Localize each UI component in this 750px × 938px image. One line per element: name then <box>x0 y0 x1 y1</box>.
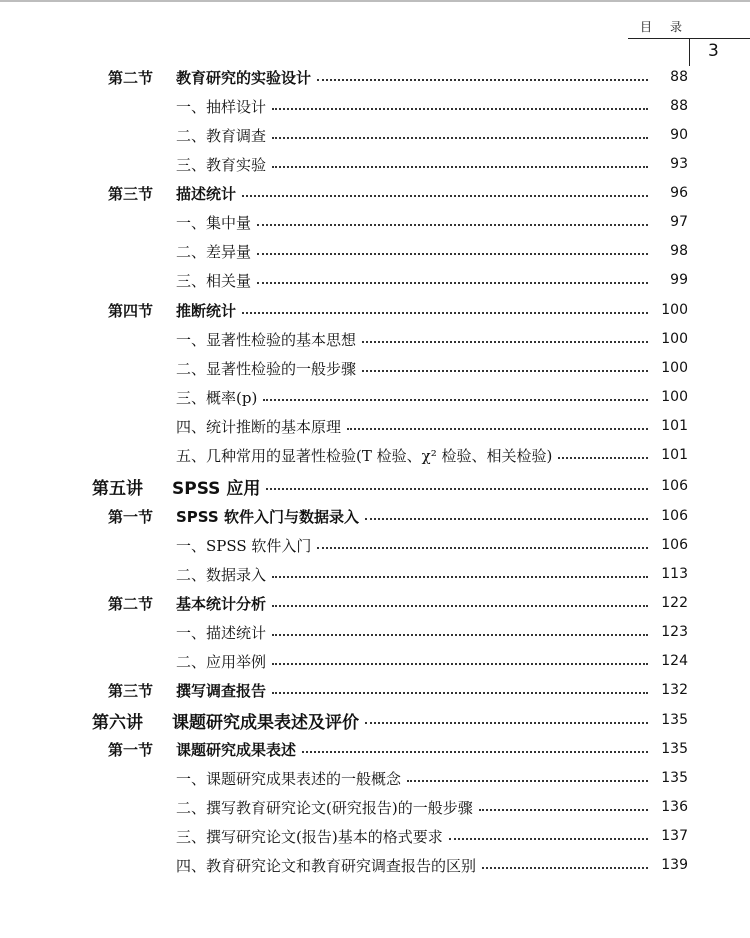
toc-page-number: 90 <box>670 127 688 143</box>
toc-entry-label <box>176 826 443 847</box>
dot-leader <box>272 156 648 168</box>
toc-entry-label <box>176 125 266 146</box>
toc-entry-label <box>108 739 296 760</box>
toc-section-number: 第五讲 <box>92 478 143 499</box>
toc-entry-label <box>108 300 236 321</box>
toc-entry-label <box>108 183 236 204</box>
toc-entry-label <box>108 680 266 701</box>
toc-entry-item[interactable] <box>176 384 688 410</box>
dot-leader <box>479 799 648 811</box>
toc-page-number: 106 <box>661 478 688 494</box>
toc-entry-chap[interactable] <box>92 473 688 499</box>
toc-entry-chap[interactable] <box>92 707 688 733</box>
toc-entry-sec[interactable] <box>108 677 688 703</box>
toc-page-number: 106 <box>661 508 688 524</box>
toc-entry-sec[interactable] <box>108 503 688 529</box>
dot-leader <box>272 624 648 636</box>
dot-leader <box>257 214 648 226</box>
toc-entry-label <box>108 506 359 527</box>
toc-entry-label <box>176 564 266 585</box>
page-number: 3 <box>708 41 719 61</box>
toc-entry-sec[interactable] <box>108 180 688 206</box>
toc-entry-title: 一、课题研究成果表述的一般概念 <box>176 769 402 788</box>
toc-entry-label <box>176 855 476 876</box>
toc-page-number: 93 <box>670 156 688 172</box>
toc-page-number: 96 <box>670 185 688 201</box>
toc-entry-title: 一、集中量 <box>176 213 252 232</box>
toc-entry-title: 教育研究的实验设计 <box>176 68 312 87</box>
toc-page-number: 98 <box>670 243 688 259</box>
dot-leader <box>242 185 648 197</box>
toc-entry-label <box>176 270 251 291</box>
dot-leader <box>272 127 648 139</box>
dot-leader <box>317 537 648 549</box>
toc-entry-label <box>176 212 251 233</box>
toc-entry-title: 四、统计推断的基本原理 <box>176 417 342 436</box>
toc-entry-title: 基本统计分析 <box>176 594 267 613</box>
toc-page-number: 100 <box>661 360 688 376</box>
toc-entry-item[interactable] <box>176 413 688 439</box>
toc-entry-item[interactable] <box>176 852 688 878</box>
dot-leader <box>302 741 648 753</box>
toc-entry-title: 三、相关量 <box>176 271 252 290</box>
toc-section-number: 第二节 <box>108 68 154 87</box>
toc-page-number: 100 <box>661 389 688 405</box>
toc-entry-label <box>176 96 266 117</box>
dot-leader <box>272 682 648 694</box>
toc-page-number: 135 <box>661 770 688 786</box>
toc-entry-title: 三、概率(p) <box>176 388 258 407</box>
toc-entry-item[interactable] <box>176 532 688 558</box>
toc-entry-label <box>176 535 311 556</box>
dot-leader <box>272 98 648 110</box>
toc-entry-label <box>176 622 266 643</box>
toc-entry-label <box>176 329 356 350</box>
toc-page-number: 100 <box>661 331 688 347</box>
toc-entry-title: 二、数据录入 <box>176 565 267 584</box>
toc-entry-label <box>176 358 356 379</box>
toc-page-number: 97 <box>670 214 688 230</box>
toc-entry-item[interactable] <box>176 93 688 119</box>
toc-entry-label <box>92 708 359 733</box>
dot-leader <box>407 770 648 782</box>
toc-entry-item[interactable] <box>176 326 688 352</box>
toc-entry-title: 一、抽样设计 <box>176 97 267 116</box>
toc-entry-title: 课题研究成果表述及评价 <box>172 712 359 733</box>
dot-leader <box>257 243 648 255</box>
toc-entry-item[interactable] <box>176 442 688 468</box>
toc-entry-title: 二、差异量 <box>176 242 252 261</box>
toc-entry-title: 二、应用举例 <box>176 652 267 671</box>
toc-entry-title: 二、显著性检验的一般步骤 <box>176 359 357 378</box>
toc-entry-title: SPSS 软件入门与数据录入 <box>176 507 359 526</box>
toc-entry-sec[interactable] <box>108 64 688 90</box>
toc-entry-title: 撰写调查报告 <box>176 681 267 700</box>
toc-entry-item[interactable] <box>176 619 688 645</box>
toc-entry-label <box>176 387 257 408</box>
toc-entry-label <box>108 67 311 88</box>
toc-section-number: 第二节 <box>108 594 154 613</box>
toc-entry-title: 一、描述统计 <box>176 623 267 642</box>
toc-page-number: 139 <box>661 857 688 873</box>
toc-page-number: 124 <box>661 653 688 669</box>
toc-section-number: 第三节 <box>108 184 154 203</box>
toc-page-number: 132 <box>661 682 688 698</box>
dot-leader <box>317 69 648 81</box>
toc-page-number: 136 <box>661 799 688 815</box>
toc-entry-label <box>176 154 266 175</box>
toc-entry-item[interactable] <box>176 151 688 177</box>
toc-section-number: 第一节 <box>108 740 154 759</box>
toc-entry-item[interactable] <box>176 648 688 674</box>
toc-page-number: 135 <box>661 741 688 757</box>
toc-page-number: 101 <box>661 418 688 434</box>
toc-entry-label <box>176 768 401 789</box>
toc-entry-label <box>176 241 251 262</box>
dot-leader <box>449 828 648 840</box>
toc-page-number: 122 <box>661 595 688 611</box>
toc-entry-item[interactable] <box>176 561 688 587</box>
toc-entry-item[interactable] <box>176 209 688 235</box>
toc-entry-label <box>176 445 552 466</box>
dot-leader <box>558 447 648 459</box>
dot-leader <box>272 595 648 607</box>
toc-entry-title: SPSS 应用 <box>172 478 261 499</box>
toc-entry-title: 课题研究成果表述 <box>176 740 297 759</box>
toc-entry-title: 三、教育实验 <box>176 155 267 174</box>
toc-entry-item[interactable] <box>176 794 688 820</box>
toc-page-number: 123 <box>661 624 688 640</box>
running-title: 目录 <box>640 20 701 34</box>
toc-page-number: 135 <box>661 712 688 728</box>
toc-entry-sec[interactable] <box>108 590 688 616</box>
toc-entry-title: 二、教育调查 <box>176 126 267 145</box>
toc-page-number: 101 <box>661 447 688 463</box>
toc-entry-title: 三、撰写研究论文(报告)基本的格式要求 <box>176 827 443 846</box>
dot-leader <box>272 653 648 665</box>
dot-leader <box>362 331 648 343</box>
toc-entry-item[interactable] <box>176 765 688 791</box>
toc-entry-title: 五、几种常用的显著性检验(T 检验、χ² 检验、相关检验) <box>176 446 553 465</box>
dot-leader <box>365 508 648 520</box>
toc-entry-title: 一、SPSS 软件入门 <box>176 536 312 555</box>
toc-entry-sec[interactable] <box>108 736 688 762</box>
dot-leader <box>347 418 648 430</box>
toc-entry-title: 四、教育研究论文和教育研究调查报告的区别 <box>176 856 477 875</box>
toc-entry-label <box>176 797 473 818</box>
toc-section-number: 第三节 <box>108 681 154 700</box>
toc-page-number: 88 <box>670 69 688 85</box>
toc-entry-title: 一、显著性检验的基本思想 <box>176 330 357 349</box>
toc-section-number: 第六讲 <box>92 712 143 733</box>
toc-entry-sec[interactable] <box>108 297 688 323</box>
dot-leader <box>257 272 648 284</box>
dot-leader <box>362 360 648 372</box>
toc-entry-item[interactable] <box>176 355 688 381</box>
dot-leader <box>242 302 648 314</box>
dot-leader <box>263 389 648 401</box>
dot-leader <box>266 478 648 490</box>
toc-page-number: 113 <box>661 566 688 582</box>
toc-entry-item[interactable] <box>176 238 688 264</box>
toc-entry-title: 推断统计 <box>176 301 237 320</box>
dot-leader <box>482 857 648 869</box>
toc-entry-label <box>176 416 341 437</box>
dot-leader <box>272 566 648 578</box>
toc-entry-item[interactable] <box>176 823 688 849</box>
toc-section-number: 第四节 <box>108 301 154 320</box>
toc-entry-label <box>108 593 266 614</box>
toc-entry-item[interactable] <box>176 267 688 293</box>
toc-entry-label <box>176 651 266 672</box>
toc-entry-title: 二、撰写教育研究论文(研究报告)的一般步骤 <box>176 798 473 817</box>
toc-entry-label <box>92 474 260 499</box>
toc-section-number: 第一节 <box>108 507 154 526</box>
toc-page-number: 137 <box>661 828 688 844</box>
toc-page-number: 100 <box>661 302 688 318</box>
toc-page-number: 99 <box>670 272 688 288</box>
dot-leader <box>365 712 648 724</box>
toc-entry-title: 描述统计 <box>176 184 237 203</box>
toc-page-number: 106 <box>661 537 688 553</box>
toc-page-number: 88 <box>670 98 688 114</box>
toc-entry-item[interactable] <box>176 122 688 148</box>
